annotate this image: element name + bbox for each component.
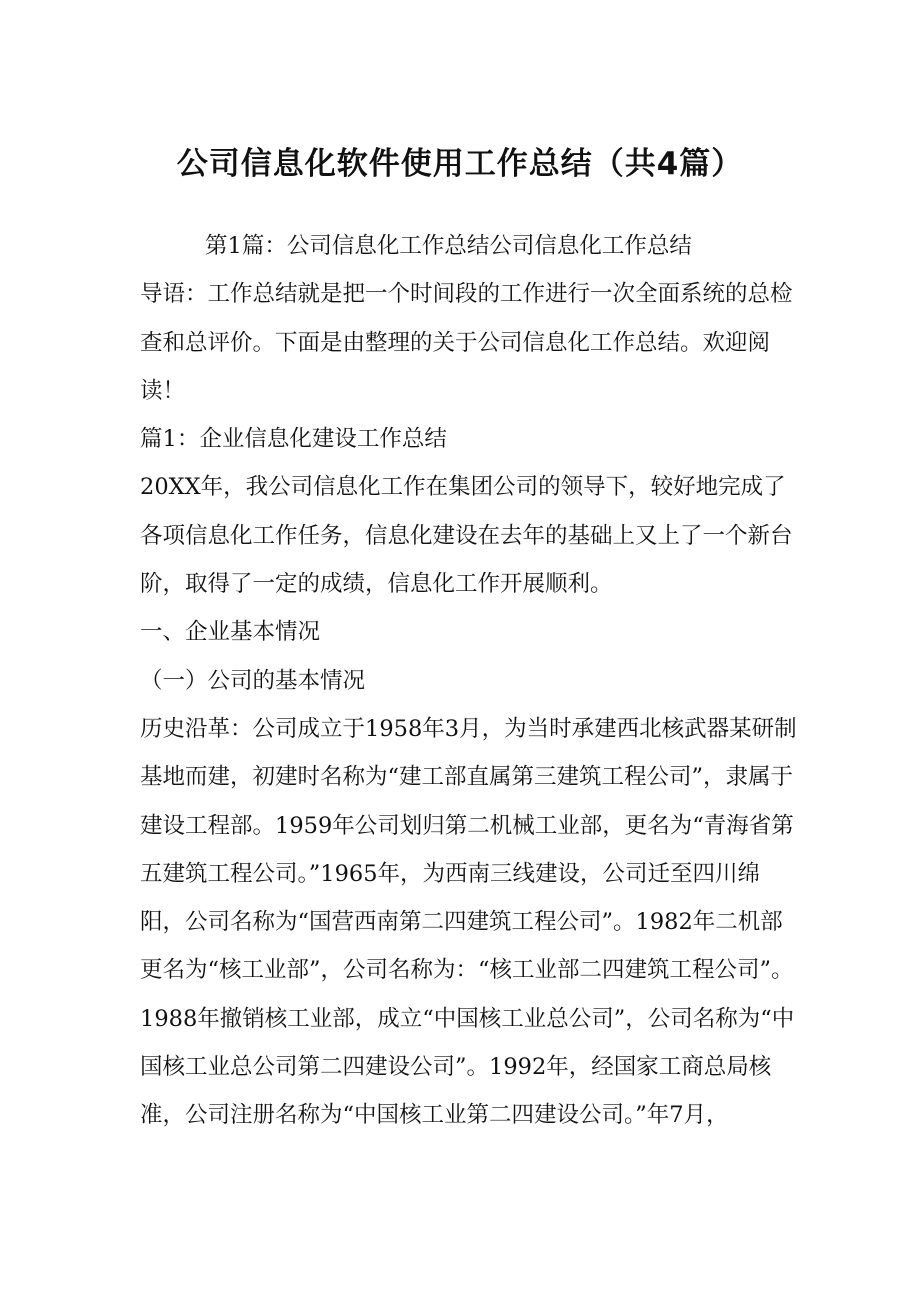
subsection-heading: （一）公司的基本情况 bbox=[140, 667, 366, 694]
summary-paragraph: 20XX年，我公司信息化工作在集团公司的领导下，较好地完成了各项信息化工作任务，信息化建设在去年的基础上又上了一个新台阶，取得了一定的成绩，信息化工作开展顺利。 bbox=[140, 474, 793, 598]
chapter-heading: 一、企业基本情况 bbox=[140, 619, 321, 646]
document-body bbox=[140, 222, 800, 1140]
document-title: 公司信息化软件使用工作总结（共4篇） bbox=[176, 146, 744, 182]
history-paragraph: 历史沿革：公司成立于1958年3月，为当时承建西北核武器某研制基地而建，初建时名称为“建工部直属第三建筑工程公司”，隶属于建设工程部。1959年公司划归第二机械工业部，更名为“青海省第五建筑工程公司。”1965年，为西南三线建设，公司迁至四川绵阳，公司名称为“国营西南第二四建筑工程公司”。1982年二机部更名为“核工业部”，公司名称为：“核工业部二四建筑工程公司”。1988年撤销核工业部，成立“中国核工业总公司”，公司名称为“中国核工业总公司第二四建设公司”。1992年，经国家工商总局核准，公司注册名称为“中国核工业第二四建设公司。”年7月， bbox=[140, 715, 797, 1129]
section-heading: 第1篇：公司信息化工作总结公司信息化工作总结 bbox=[205, 233, 692, 259]
article-heading: 篇1：企业信息化建设工作总结 bbox=[140, 426, 447, 453]
intro-paragraph: 导语：工作总结就是把一个时间段的工作进行一次全面系统的总检查和总评价。下面是由整理的关于公司信息化工作总结。欢迎阅读！ bbox=[140, 281, 793, 404]
